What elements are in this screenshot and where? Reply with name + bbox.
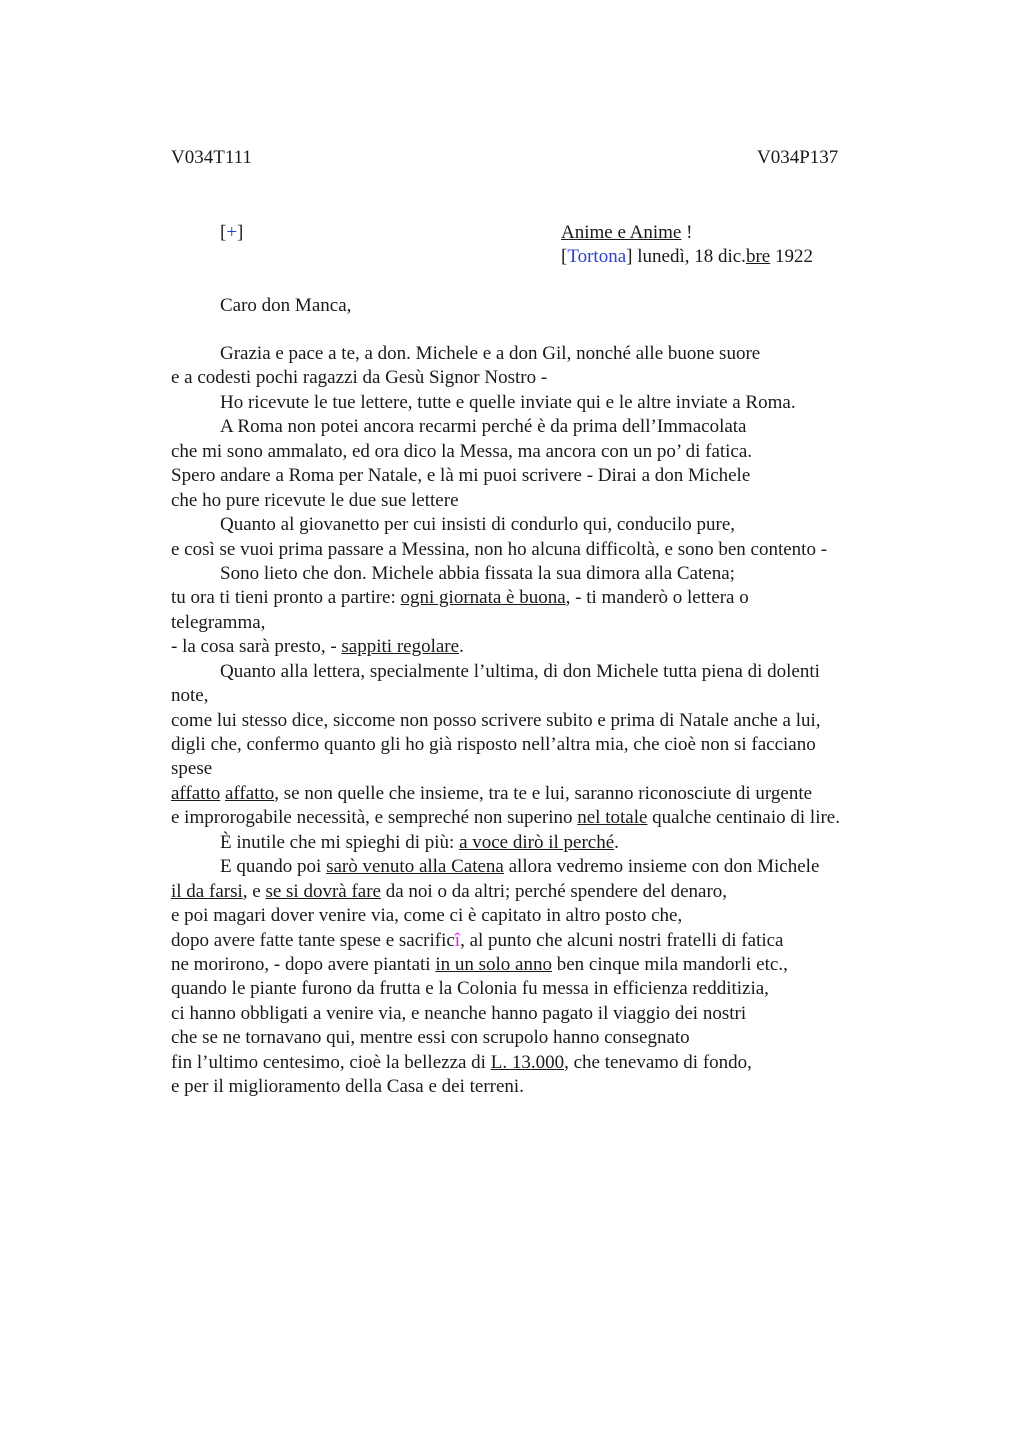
text-line <box>171 1026 911 1050</box>
text-segment: che mi sono ammalato, ed ora dico la Messa, ma ancora con un po’ di fatica. <box>171 440 753 462</box>
underlined-text: sarò venuto alla Catena <box>326 856 504 878</box>
text-line <box>171 953 911 977</box>
underlined-text: il da farsi <box>171 880 243 902</box>
underlined-text: in un solo anno <box>435 953 552 975</box>
text-segment: Quanto al giovanetto per cui insisti di condurlo qui, conducilo pure, <box>220 514 736 536</box>
text-line <box>171 415 911 439</box>
letter-title: Anime e Anime ! <box>561 222 693 243</box>
text-line <box>171 880 911 904</box>
underlined-text: L. 13.000 <box>490 1051 565 1073</box>
text-line <box>171 342 911 366</box>
text-segment: note, <box>171 685 209 707</box>
text-line <box>171 611 911 635</box>
text-line <box>171 757 911 781</box>
text-segment: ci hanno obbligati a venire via, e neanche hanno pagato il viaggio dei nostri <box>171 1002 747 1024</box>
text-segment: Grazia e pace a te, a don. Michele e a don Gil, nonché alle buone suore <box>220 343 761 364</box>
text-line <box>171 1002 911 1026</box>
letter-place-date: [Tortona] lunedì, 18 dic.bre 1922 <box>561 246 813 267</box>
text-line <box>171 513 911 537</box>
underlined-text: nel totale <box>577 807 648 829</box>
text-segment: e poi magari dover venire via, come ci è capitato in altro posto che, <box>171 905 683 927</box>
text-segment: e improrogabile necessità, e sempreché non superino <box>171 807 578 829</box>
text-line <box>171 391 911 415</box>
text-segment: Sono lieto che don. Michele abbia fissata la sua dimora alla Catena; <box>220 562 735 584</box>
underlined-text: affatto <box>225 782 275 804</box>
text-segment: da noi o da altri; perché spendere del denaro, <box>380 880 728 902</box>
text-line <box>171 464 911 488</box>
text-segment: che se ne tornavano qui, mentre essi con scrupolo hanno consegnato <box>171 1027 690 1049</box>
text-segment: ben cinque mila mandorli etc., <box>551 953 788 975</box>
text-segment: , se non quelle che insieme, tra te e lui, saranno riconosciute di urgente <box>274 782 813 804</box>
text-line <box>171 660 911 684</box>
text-line <box>171 904 911 928</box>
text-segment: - la cosa sarà presto, - <box>171 636 342 658</box>
text-segment: allora vedremo insieme con don Michele <box>503 856 820 878</box>
underlined-text: sappiti regolare <box>341 636 460 658</box>
text-line <box>171 538 911 562</box>
text-line <box>171 733 911 757</box>
cross-icon[interactable]: + <box>226 222 238 243</box>
underlined-text: ogni giornata è buona <box>400 587 566 609</box>
text-segment: digli che, confermo quanto gli ho già risposto nell’altra mia, che cioè non si facciano <box>171 734 816 755</box>
text-segment: , che tenevamo di fondo, <box>564 1051 752 1073</box>
text-segment: tu ora ti tieni pronto a partire: <box>171 587 401 609</box>
text-segment: î <box>454 929 461 951</box>
text-line <box>171 782 911 806</box>
text-segment: Spero andare a Roma per Natale, e là mi puoi scrivere - Dirai a don Michele <box>171 465 751 487</box>
text-segment: , - ti manderò o lettera o <box>565 587 749 609</box>
text-segment: dopo avere fatte tante spese e sacrific <box>171 929 455 951</box>
text-segment: spese <box>171 758 213 780</box>
cross-mark: [+] <box>220 222 244 243</box>
place-link[interactable]: Tortona <box>567 246 627 267</box>
date-month-abbr: bre <box>745 246 771 267</box>
text-line <box>171 684 911 708</box>
text-line <box>171 855 911 879</box>
text-segment: E quando poi <box>220 856 327 878</box>
text-line <box>171 440 911 464</box>
text-segment: telegramma, <box>171 611 266 633</box>
underlined-text: a voce dirò il perché <box>459 831 615 853</box>
text-segment: , al punto che alcuni nostri fratelli di fatica <box>460 929 784 951</box>
page-code-right: V034P137 <box>757 147 839 168</box>
text-segment: . <box>614 831 619 853</box>
text-segment: come lui stesso dice, siccome non posso scrivere subito e prima di Natale anche a lui, <box>171 709 821 731</box>
underlined-text: affatto <box>171 782 221 804</box>
text-line <box>171 831 911 855</box>
text-line <box>171 366 911 390</box>
letter-title-text: Anime e Anime <box>561 222 682 243</box>
text-line <box>171 586 911 610</box>
text-segment: e per il miglioramento della Casa e dei terreni. <box>171 1076 524 1098</box>
text-segment: quando le piante furono da frutta e la Colonia fu messa in efficienza redditizia, <box>171 978 769 1000</box>
document-code-left: V034T111 <box>171 147 252 168</box>
text-line <box>171 977 911 1001</box>
text-segment: . <box>459 636 464 658</box>
text-segment: , e <box>242 880 266 902</box>
text-segment: qualche centinaio di lire. <box>647 807 840 829</box>
text-segment: È inutile che mi spieghi di più: <box>220 831 460 853</box>
text-line <box>171 929 911 953</box>
text-line <box>171 489 911 513</box>
text-line <box>171 1075 911 1099</box>
text-segment: Ho ricevute le tue lettere, tutte e quelle inviate qui e le altre inviate a Roma. <box>220 391 796 413</box>
text-line <box>171 562 911 586</box>
text-segment: A Roma non potei ancora recarmi perché è da prima dell’Immacolata <box>220 416 747 438</box>
salutation: Caro don Manca, <box>220 295 352 316</box>
text-line <box>171 635 911 659</box>
text-segment: Quanto alla lettera, specialmente l’ultima, di don Michele tutta piena di dolenti <box>220 660 820 682</box>
text-segment: ne morirono, - dopo avere piantati <box>171 953 436 975</box>
text-segment: e così se vuoi prima passare a Messina, non ho alcuna difficoltà, e sono ben contento - <box>171 538 828 560</box>
text-line <box>171 709 911 733</box>
letter-body <box>171 342 911 1100</box>
text-line <box>171 1051 911 1075</box>
text-segment: e a codesti pochi ragazzi da Gesù Signor Nostro - <box>171 367 548 389</box>
text-line <box>171 806 911 830</box>
text-segment: fin l’ultimo centesimo, cioè la bellezza di <box>171 1051 491 1073</box>
underlined-text: se si dovrà fare <box>265 880 381 902</box>
text-segment: che ho pure ricevute le due sue lettere <box>171 489 459 511</box>
